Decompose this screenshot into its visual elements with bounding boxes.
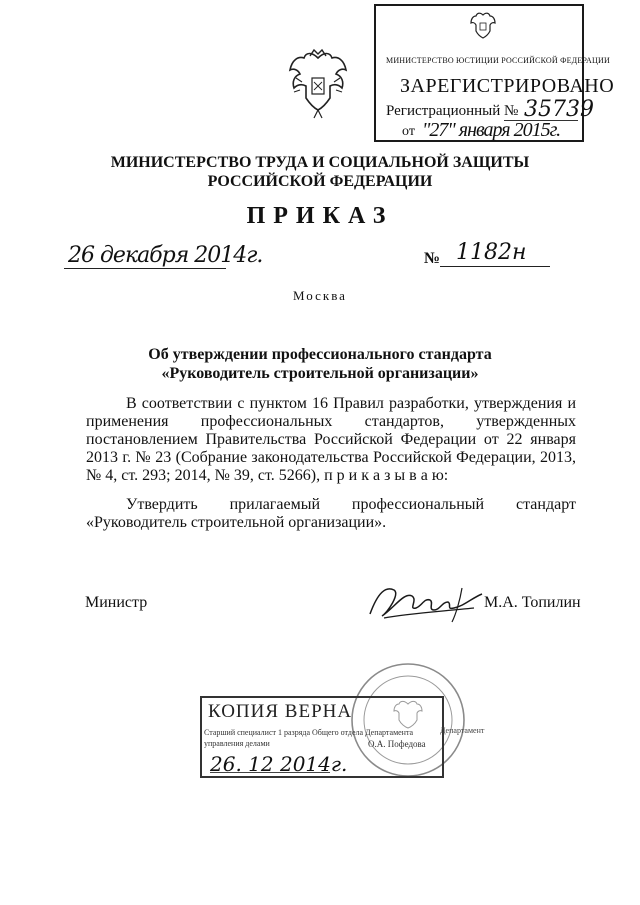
- stamp-reg-label: Регистрационный №: [386, 103, 519, 119]
- stamp-reg-date: "27" января 2015г.: [422, 119, 561, 141]
- coat-of-arms-emblem: [288, 48, 348, 120]
- signatory-name: М.А. Топилин: [484, 594, 581, 611]
- stamp-reg-number: 35739: [524, 97, 594, 122]
- paragraph-1-text: В соответствии с пунктом 16 Правил разработки, утверждения и применения профессиональных стандартов, утвержденных постановлением Правительства Российской Федерации от 22 января 2013 г. № 23 (Собрание законодательства Российской Федерации, 2013, № 4, ст. 293; 2014, № 39, ст. 5266), п р и к а з ы в а ю:: [86, 395, 576, 484]
- copy-stamp-department: управления делами: [204, 739, 270, 748]
- ministry-title-line1: МИНИСТЕРСТВО ТРУДА И СОЦИАЛЬНОЙ ЗАЩИТЫ: [110, 154, 530, 171]
- seal-department-text: Департамент: [440, 726, 485, 735]
- order-date-underline: [64, 268, 226, 269]
- stamp-date-prefix: от: [402, 124, 415, 139]
- body-paragraph-2: [86, 496, 576, 532]
- copy-stamp-date-underline: [210, 772, 330, 773]
- subject-line2: «Руководитель строительной организации»: [161, 365, 479, 382]
- body-paragraph-1: [86, 395, 576, 485]
- copy-certification-stamp: [200, 696, 444, 778]
- registration-stamp: [374, 4, 615, 142]
- copy-stamp-date: 26. 12 2014г.: [210, 752, 348, 776]
- order-number-underline: [440, 266, 550, 267]
- order-title: ПРИКАЗ: [246, 203, 394, 229]
- ministry-title-line2: РОССИЙСКОЙ ФЕДЕРАЦИИ: [207, 173, 433, 190]
- order-number: 1182н: [456, 240, 527, 265]
- order-city: Москва: [293, 288, 347, 303]
- subject-line1: Об утверждении профессионального стандарта: [148, 346, 492, 363]
- order-date: 26 декабря 2014г.: [68, 243, 263, 268]
- stamp-ministry: МИНИСТЕРСТВО ЮСТИЦИИ РОССИЙСКОЙ ФЕДЕРАЦИИ: [386, 56, 610, 65]
- handwritten-signature: [364, 578, 488, 624]
- document-subject: [0, 345, 640, 383]
- copy-stamp-label: КОПИЯ ВЕРНА: [208, 701, 353, 722]
- stamp-emblem-icon: [470, 10, 496, 40]
- copy-stamp-position: Старший специалист 1 разряда Общего отдела Департамента: [204, 728, 414, 737]
- paragraph-2-text: Утвердить прилагаемый профессиональный стандарт «Руководитель строительной организации».: [86, 496, 576, 531]
- ministry-title: [0, 153, 640, 191]
- copy-stamp-signer: О.А. Пофедова: [368, 739, 426, 749]
- stamp-registered: ЗАРЕГИСТРИРОВАНО: [400, 75, 615, 97]
- signatory-title: Министр: [85, 594, 148, 611]
- order-number-sign: №: [424, 250, 441, 267]
